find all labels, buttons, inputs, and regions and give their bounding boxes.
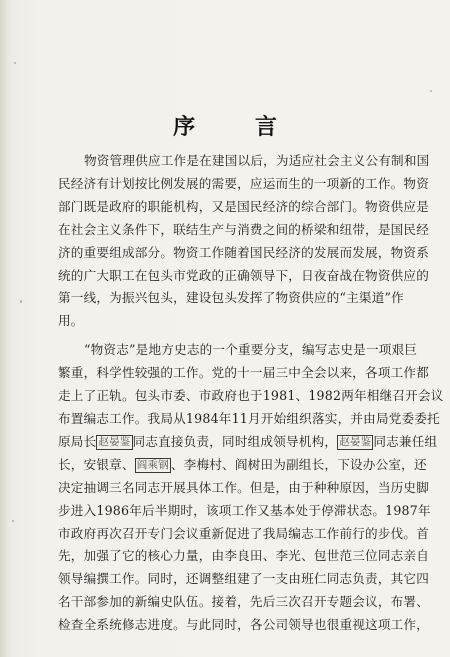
text-line: 决定抽调三名同志开展具体工作。但是，由于种种原因，当历史脚 — [58, 479, 430, 495]
text-segment: 、李梅村、阎树田为副组长，下设办公室，还 — [170, 456, 427, 472]
page-title: 序 言 — [173, 114, 303, 140]
redacted-name-box: 赵晏鉴 — [98, 435, 131, 448]
scan-speck — [20, 300, 22, 303]
text-line: 在社会主义条件下，联结生产与消费之间的桥梁和纽带，是国民经 — [58, 221, 430, 237]
text-line: 先，加强了它的核心力量，由李良田、李光、包世范三位同志亲自 — [58, 548, 430, 564]
scan-speck — [14, 62, 16, 64]
text-line: 第一线，为振兴包头，建设包头发挥了物资供应的“主渠道”作 — [58, 290, 404, 306]
scan-speck — [430, 90, 432, 92]
paragraph-1 — [58, 150, 430, 333]
text-segment: 原局长 — [58, 433, 97, 449]
text-line: 步进入1986年后半期时，该项工作又基本处于停滞状态。1987年 — [58, 502, 431, 518]
redacted-name-box: 赵晏鉴 — [339, 435, 372, 448]
text-line: 名干部参加的新编史队伍。接着，先后三次召开专题会议，布署、 — [58, 594, 430, 610]
text-segment: 同志兼任组 — [373, 433, 438, 449]
text-segment: 长，安银章、 — [58, 456, 135, 472]
text-line: 领导编撰工作。同时，还调整组建了一支由班仁同志负责，其它四 — [58, 571, 430, 587]
text-line: 繁重，科学性较强的工作。党的十一届三中全会以来，各项工作都 — [58, 365, 430, 381]
text-line: 济的重要组成部分。物资工作随着国民经济的发展而发展，物资系 — [58, 244, 430, 260]
paragraph-2 — [58, 339, 444, 637]
text-line: 布置编志工作。我局从1984年11月开始组织落实，并由局党委委托 — [58, 410, 440, 426]
text-line: 物资管理供应工作是在建国以后，为适应社会主义公有制和国 — [84, 153, 430, 168]
text-segment: 同志直接负责，同时组成领导机构， — [132, 433, 338, 449]
text-line: 走上了正轨。包头市委、市政府也于1981、1982两年相继召开会议 — [58, 388, 444, 404]
redacted-name-box: 阎乘钢 — [136, 458, 169, 471]
text-line: 市政府再次召开专门会议重新促进了我局编志工作前行的步伐。首 — [58, 525, 430, 541]
text-line-with-redactions — [58, 431, 438, 454]
text-line-with-redactions — [58, 454, 427, 477]
scan-speck — [12, 520, 14, 522]
text-line: 部门既是政府的职能机构，又是国民经济的综合部门。物资供应是 — [58, 198, 430, 214]
text-line: 用。 — [58, 313, 84, 329]
text-line: 检查全系统修志进度。与此同时，各公司领导也很重视这项工作， — [58, 617, 430, 633]
text-line: 统的广大职工在包头市党政的正确领导下，日夜奋战在物资供应的 — [58, 267, 430, 283]
text-line: 民经济有计划按比例发展的需要，应运而生的一项新的工作。物资 — [58, 175, 430, 191]
text-line: “物资志”是地方史志的一个重要分支，编写志史是一项艰巨 — [84, 342, 418, 358]
document-body — [58, 150, 444, 637]
